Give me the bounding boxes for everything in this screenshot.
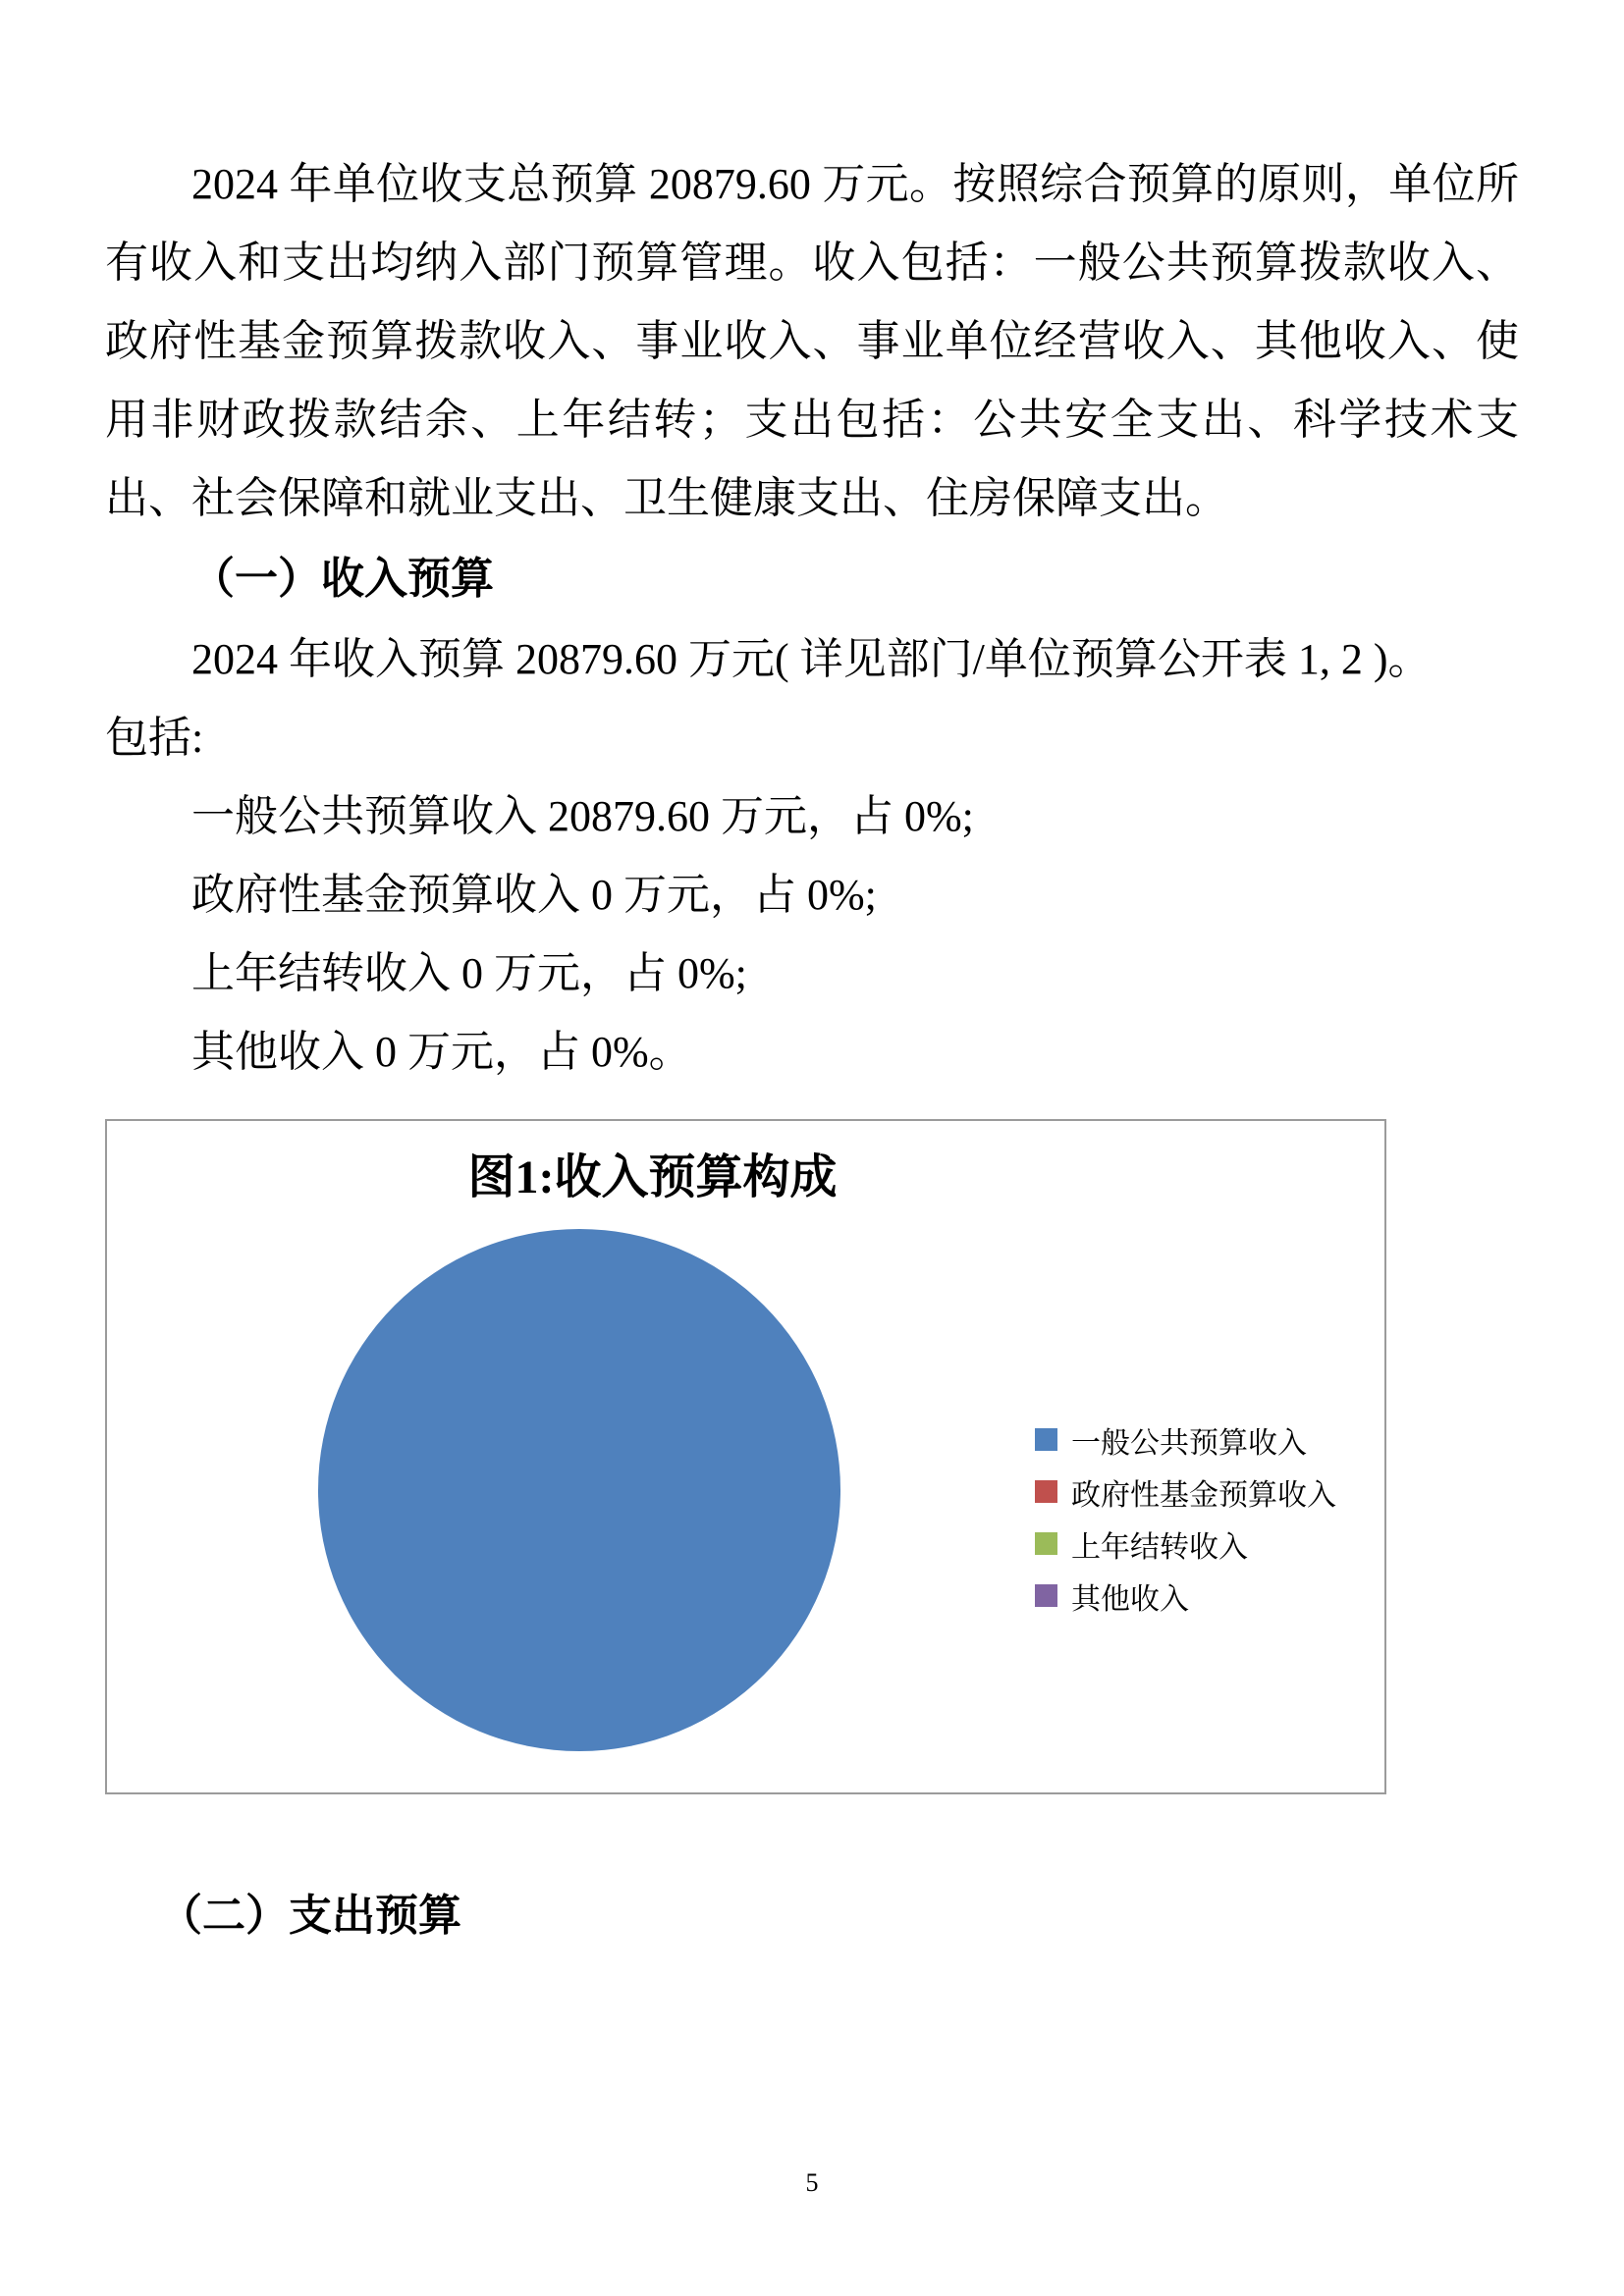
legend-item [1035,1414,1336,1466]
legend-item [1035,1570,1336,1622]
chart-title: 图1:收入预算构成 [467,1151,838,1203]
legend-swatch-carryover [1035,1532,1057,1555]
expense-budget-heading: （二）支出预算 [159,1892,461,1940]
legend-item [1035,1466,1336,1518]
legend-swatch-general-public [1035,1428,1057,1451]
income-item-government-fund: 政府性基金预算收入 0 万元，占 0%; [191,871,877,919]
income-item-general-public: 一般公共预算收入 20879.60 万元，占 0%; [191,792,974,840]
legend-label: 上年结转收入 [1071,1530,1248,1564]
legend-label: 政府性基金预算收入 [1071,1478,1336,1512]
income-budget-heading: （一）收入预算 [191,555,494,603]
page-number: 5 [805,2168,819,2197]
chart-legend [1035,1414,1336,1622]
legend-swatch-other [1035,1584,1057,1607]
income-budget-total-line: 2024 年收入预算 20879.60 万元( 详见部门/单位预算公开表 1, 2 )。 [191,635,1432,683]
pie-slice-general-public-income [318,1229,840,1751]
budget-summary-paragraph: 2024 年单位收支总预算 20879.60 万元。按照综合预算的原则，单位所有收入和支出均纳入部门预算管理。收入包括：一般公共预算拨款收入、政府性基金预算拨款收入、事业收入、事业单位经营收入、其他收入、使用非财政拨款结余、上年结转；支出包括：公共安全支出、科学技术支出、社会保障和就业支出、卫生健康支出、住房保障支出。 [105,160,1519,522]
legend-label: 一般公共预算收入 [1071,1426,1307,1460]
legend-swatch-government-fund [1035,1480,1057,1503]
legend-item [1035,1518,1336,1570]
income-item-other: 其他收入 0 万元，占 0%。 [191,1028,692,1076]
income-item-carryover: 上年结转收入 0 万元，占 0%; [191,949,747,997]
income-pie-chart [105,1119,1386,1794]
document-content [105,145,1519,1957]
include-label: 包括: [105,714,204,762]
legend-label: 其他收入 [1071,1582,1189,1616]
